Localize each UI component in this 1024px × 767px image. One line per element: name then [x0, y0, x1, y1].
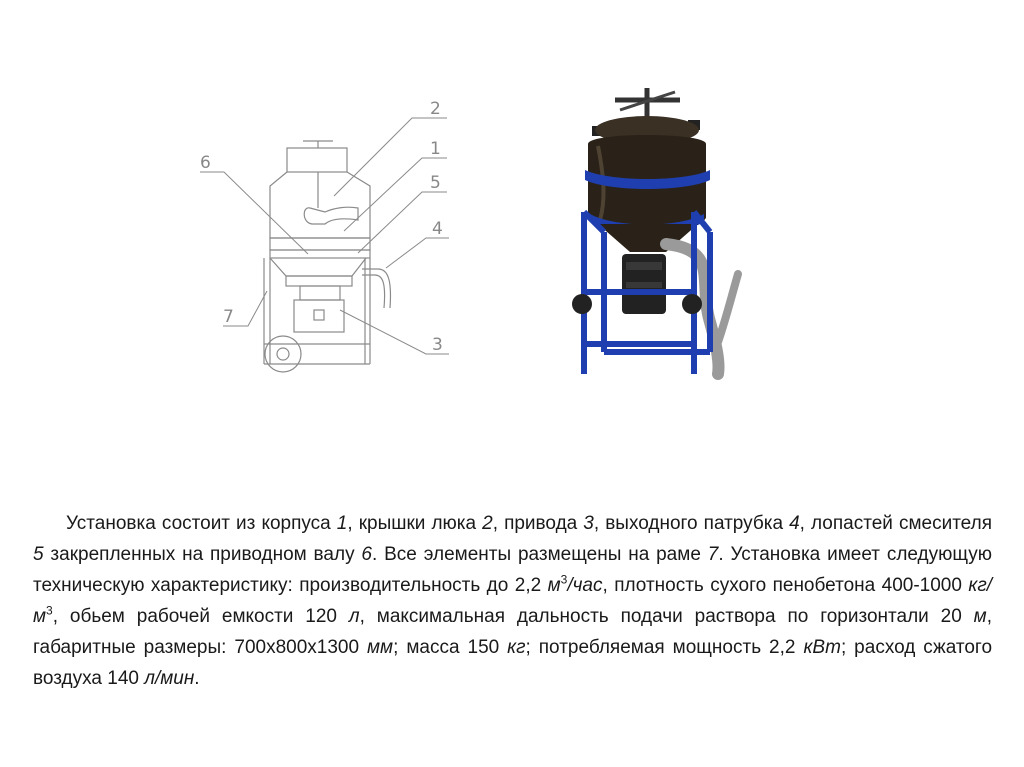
text: , габаритные размеры: 700х800х1300 [33, 606, 992, 658]
callout-4: 4 [432, 219, 443, 239]
text: , привода [492, 513, 584, 534]
unit: л/мин [144, 668, 195, 689]
callout-6: 6 [200, 153, 211, 173]
callout-2: 2 [430, 99, 441, 119]
text: . [194, 668, 200, 689]
unit: м [973, 606, 987, 627]
text: ; масса 150 [393, 637, 508, 658]
text: Установка состоит из корпуса [66, 513, 337, 534]
unit: кВт [803, 637, 841, 658]
unit-exponent: 3 [560, 572, 568, 587]
unit: мм [367, 637, 394, 658]
part-number: 6 [361, 544, 372, 565]
mixer-unit-photo [570, 82, 750, 382]
part-number: 3 [583, 513, 594, 534]
part-number: 4 [789, 513, 800, 534]
callout-5: 5 [430, 173, 441, 193]
unit: кг [507, 637, 526, 658]
text: . Все элементы размещены на раме [372, 544, 708, 565]
text: ; потребляемая мощность 2,2 [525, 637, 804, 658]
unit: /час [567, 575, 603, 596]
part-number: 2 [482, 513, 493, 534]
unit-exponent: 3 [46, 603, 53, 618]
callout-1: 1 [430, 139, 441, 159]
frame-wheel [572, 294, 592, 314]
callout-7: 7 [223, 307, 234, 327]
technical-drawing [190, 48, 470, 388]
part-number: 5 [33, 544, 44, 565]
part-number: 7 [707, 544, 719, 565]
unit: л [348, 606, 360, 627]
unit: кг/м [33, 575, 992, 627]
text: ; расход сжатого воздуха 140 [33, 637, 993, 689]
callout-3: 3 [432, 335, 443, 355]
text: . Установка имеет следующую техническую характеристику: производительность до 2,2 [33, 544, 992, 596]
text: закрепленных на приводном валу [43, 544, 362, 565]
part-number: 1 [336, 513, 348, 534]
text: , плотность сухого пенобетона 400-1000 [602, 575, 969, 596]
unit: м [547, 575, 561, 596]
text: , обьем рабочей емкости 120 [52, 606, 349, 627]
text: , крышки люка [347, 513, 483, 534]
text: , лопастей смесителя [799, 513, 992, 534]
description-paragraph [33, 508, 992, 694]
text: , максимальная дальность подачи раствора по горизонтали 20 [359, 606, 974, 627]
text: , выходного патрубка [593, 513, 790, 534]
